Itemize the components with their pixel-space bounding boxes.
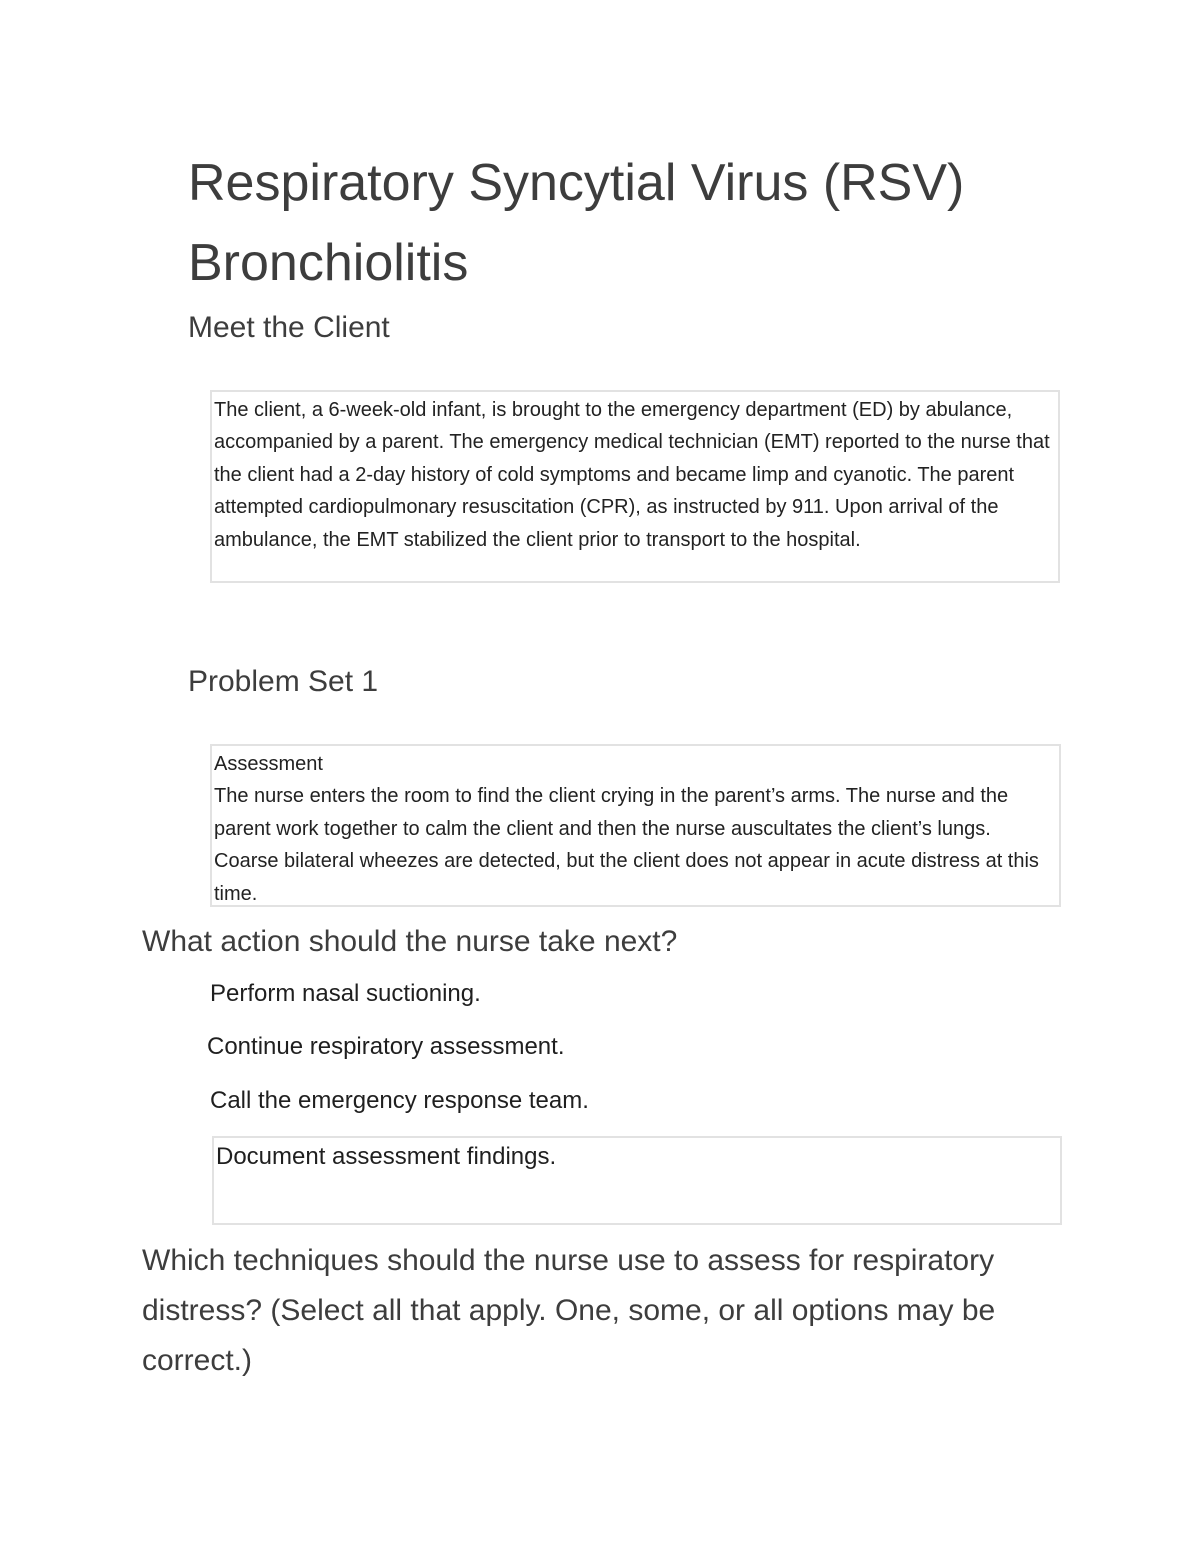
answer-option-call-emergency-team[interactable]: Call the emergency response team.	[210, 1087, 589, 1114]
answer-option-continue-assessment[interactable]: Continue respiratory assessment.	[207, 1033, 565, 1060]
assessment-label: Assessment	[214, 753, 323, 775]
answer-option-document-findings-label: Document assessment findings.	[216, 1143, 557, 1170]
problem-set-heading: Problem Set 1	[188, 665, 379, 698]
question-respiratory-techniques: Which techniques should the nurse use to assess for respiratory distress? (Select all that apply. One, some, or all options may be correct.)	[142, 1244, 996, 1377]
assessment-box	[210, 744, 1061, 907]
page-title-line-1: Respiratory Syncytial Virus (RSV)	[188, 154, 965, 212]
answer-option-nasal-suctioning[interactable]: Perform nasal suctioning.	[210, 980, 481, 1007]
client-scenario-text: The client, a 6-week-old infant, is brought to the emergency department (ED) by abulance, accompanied by a parent. The emergency medical technician (EMT) reported to the nurse that the client had a 2-day history of cold symptoms and became limp and cyanotic. The parent attempted cardiopulmonary resuscitation (CPR), as instructed by 911. Upon arrival of the ambulance, the EMT stabilized the client prior to transport to the hospital.	[214, 399, 1050, 551]
client-scenario-box	[210, 390, 1060, 583]
meet-the-client-heading: Meet the Client	[188, 311, 390, 344]
page-title-line-2: Bronchiolitis	[188, 234, 469, 292]
question-next-action: What action should the nurse take next?	[142, 925, 678, 958]
assessment-text: The nurse enters the room to find the client crying in the parent’s arms. The nurse and the parent work together to calm the client and then the nurse auscultates the client’s lungs. Coarse bilateral wheezes are detected, but the client does not appear in acute distress at this time.	[214, 785, 1039, 905]
answer-option-document-findings[interactable]	[212, 1136, 1062, 1225]
